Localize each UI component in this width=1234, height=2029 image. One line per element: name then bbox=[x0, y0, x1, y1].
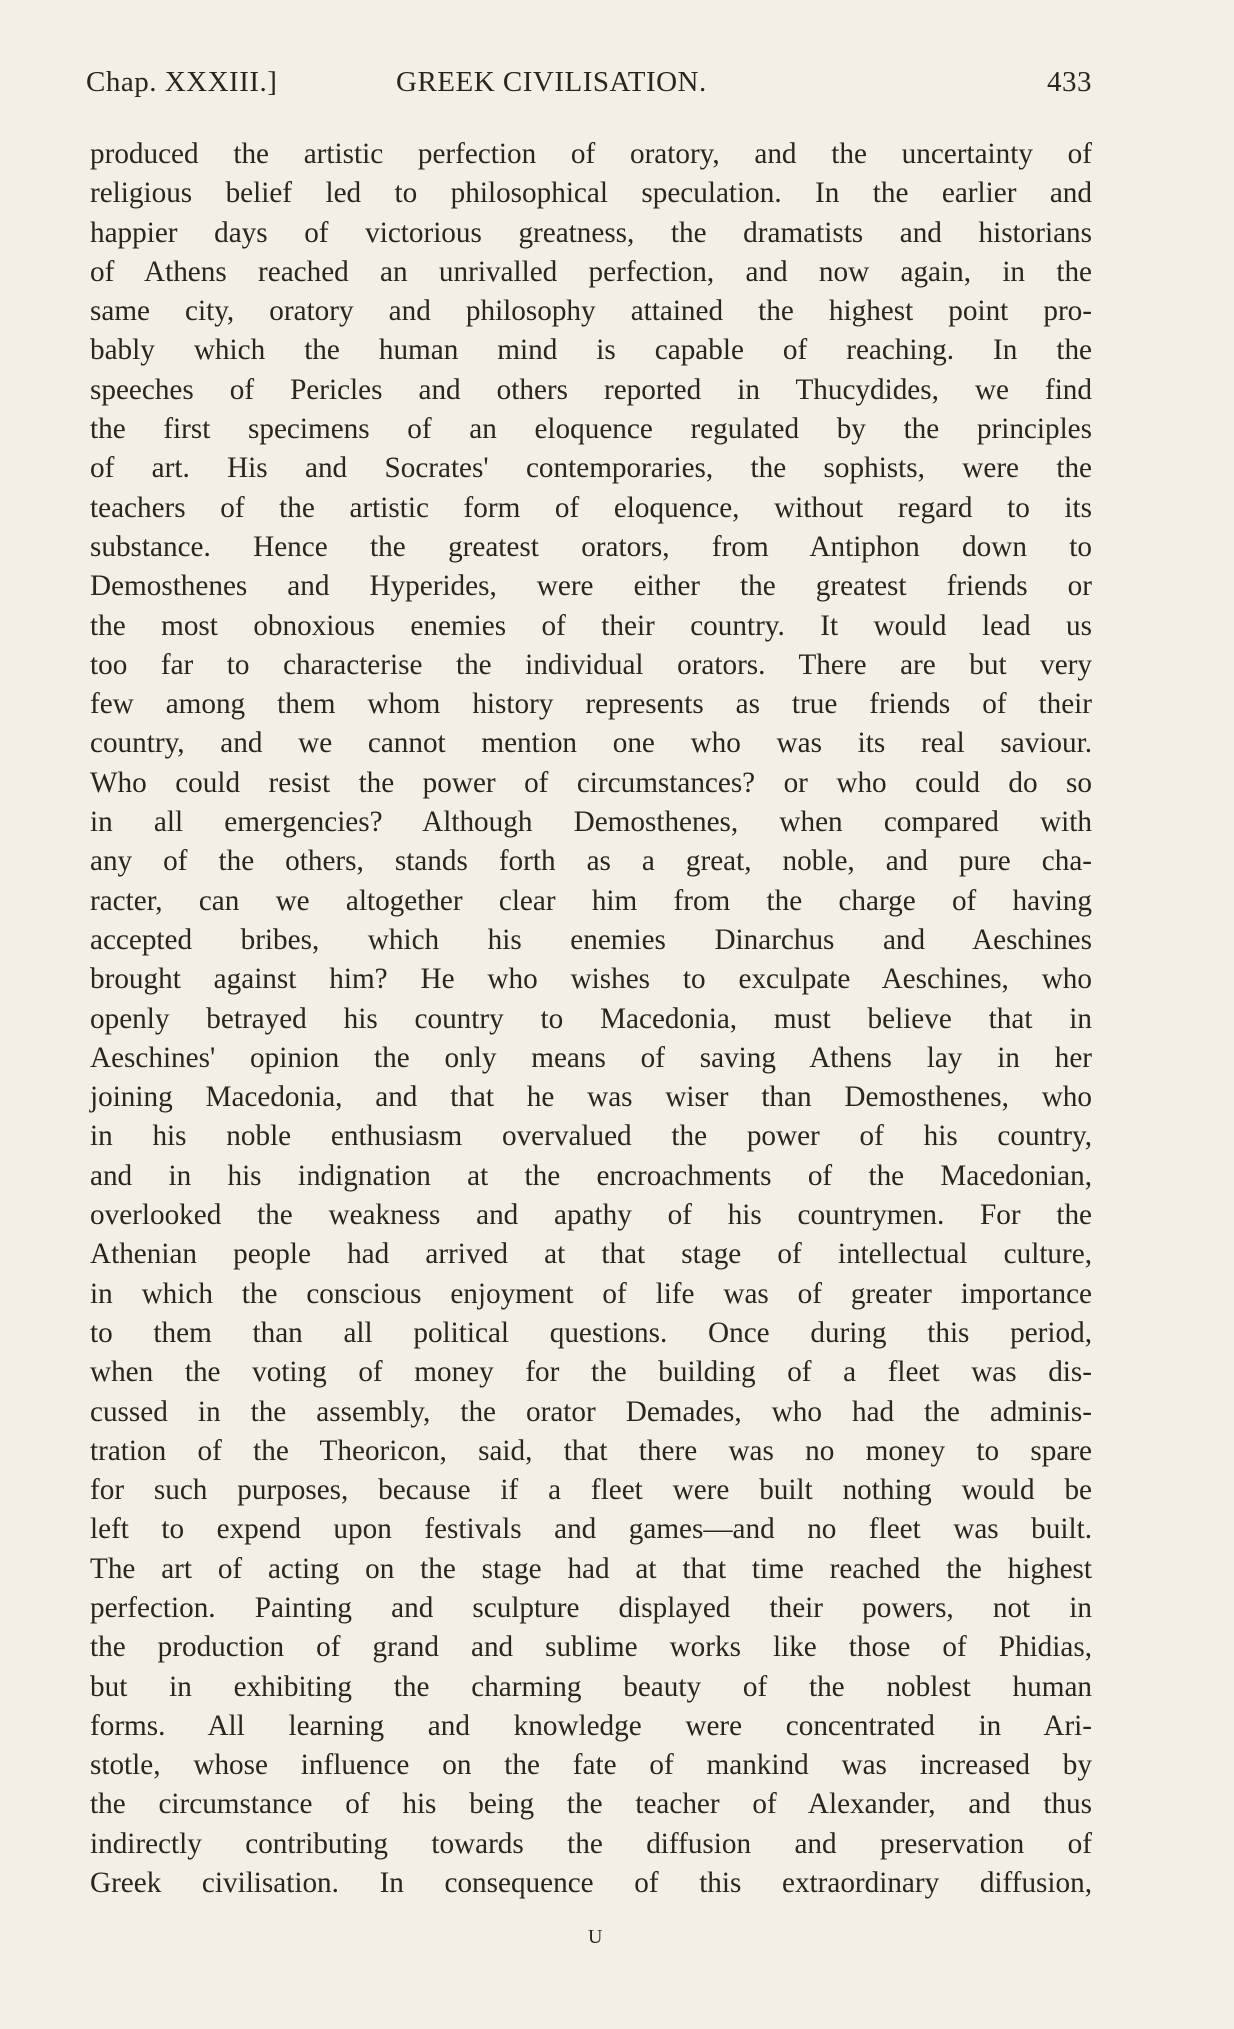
text-line: for such purposes, because if a fleet were built nothing would be bbox=[90, 1474, 1092, 1507]
text-line: forms. All learning and knowledge were concentrated in Ari- bbox=[90, 1709, 1092, 1742]
text-line: any of the others, stands forth as a great, noble, and pure cha- bbox=[90, 845, 1092, 878]
text-line: same city, oratory and philosophy attained the highest point pro- bbox=[90, 295, 1092, 328]
text-line: Athenian people had arrived at that stage of intellectual culture, bbox=[90, 1238, 1092, 1271]
text-line: the most obnoxious enemies of their country. It would lead us bbox=[90, 609, 1092, 642]
text-line: happier days of victorious greatness, the dramatists and historians bbox=[90, 216, 1092, 249]
text-line: brought against him? He who wishes to exculpate Aeschines, who bbox=[90, 963, 1092, 996]
text-line: of Athens reached an unrivalled perfection, and now again, in the bbox=[90, 255, 1092, 288]
text-line: of art. His and Socrates' contemporaries, the sophists, were the bbox=[90, 452, 1092, 485]
text-line: openly betrayed his country to Macedonia, must believe that in bbox=[90, 1002, 1092, 1035]
text-line: accepted bribes, which his enemies Dinarchus and Aeschines bbox=[90, 923, 1092, 956]
text-line: in his noble enthusiasm overvalued the power of his country, bbox=[90, 1120, 1092, 1153]
text-line: stotle, whose influence on the fate of mankind was increased by bbox=[90, 1749, 1092, 1782]
page-title: GREEK CIVILISATION. bbox=[396, 66, 707, 98]
text-line: speeches of Pericles and others reported in Thucydides, we find bbox=[90, 373, 1092, 406]
text-line: teachers of the artistic form of eloquence, without regard to its bbox=[90, 491, 1092, 524]
page-number: 433 bbox=[1047, 66, 1092, 98]
text-line: produced the artistic perfection of oratory, and the uncertainty of bbox=[90, 138, 1092, 170]
text-line: bably which the human mind is capable of reaching. In the bbox=[90, 334, 1092, 367]
text-line: The art of acting on the stage had at that time reached the highest bbox=[90, 1552, 1092, 1585]
text-line: few among them whom history represents as true friends of their bbox=[90, 688, 1092, 721]
text-line: tration of the Theoricon, said, that there was no money to spare bbox=[90, 1434, 1092, 1467]
text-line: indirectly contributing towards the diffusion and preservation of bbox=[90, 1827, 1092, 1860]
text-line: Demosthenes and Hyperides, were either the greatest friends or bbox=[90, 570, 1092, 603]
text-line: and in his indignation at the encroachments of the Macedonian, bbox=[90, 1159, 1092, 1192]
chapter-heading: Chap. XXXIII.] bbox=[86, 66, 278, 98]
text-line: cussed in the assembly, the orator Demades, who had the adminis- bbox=[90, 1395, 1092, 1428]
text-line: substance. Hence the greatest orators, from Antiphon down to bbox=[90, 530, 1092, 563]
signature-mark: U bbox=[588, 1926, 603, 1948]
text-line: overlooked the weakness and apathy of his countrymen. For the bbox=[90, 1199, 1092, 1232]
running-head bbox=[86, 66, 1092, 106]
text-line: to them than all political questions. Once during this period, bbox=[90, 1316, 1092, 1349]
text-line: perfection. Painting and sculpture displayed their powers, not in bbox=[90, 1591, 1092, 1624]
text-line: Greek civilisation. In consequence of this extraordinary diffusion, bbox=[90, 1867, 1092, 1900]
text-line: Aeschines' opinion the only means of saving Athens lay in her bbox=[90, 1041, 1092, 1074]
text-line: the circumstance of his being the teacher of Alexander, and thus bbox=[90, 1788, 1092, 1821]
text-line: the production of grand and sublime works like those of Phidias, bbox=[90, 1631, 1092, 1664]
text-line: in all emergencies? Although Demosthenes, when compared with bbox=[90, 806, 1092, 839]
text-line: too far to characterise the individual orators. There are but very bbox=[90, 648, 1092, 681]
text-line: Who could resist the power of circumstances? or who could do so bbox=[90, 766, 1092, 799]
text-line: left to expend upon festivals and games—and no fleet was built. bbox=[90, 1513, 1092, 1546]
text-line: the first specimens of an eloquence regulated by the principles bbox=[90, 413, 1092, 446]
text-line: joining Macedonia, and that he was wiser than Demosthenes, who bbox=[90, 1081, 1092, 1114]
text-line: but in exhibiting the charming beauty of the noblest human bbox=[90, 1670, 1092, 1703]
text-line: religious belief led to philosophical speculation. In the earlier and bbox=[90, 177, 1092, 210]
text-line: racter, can we altogether clear him from the charge of having bbox=[90, 884, 1092, 917]
text-line: country, and we cannot mention one who was its real saviour. bbox=[90, 727, 1092, 760]
text-line: when the voting of money for the building of a fleet was dis- bbox=[90, 1356, 1092, 1389]
body-text bbox=[90, 135, 1092, 1903]
text-line: in which the conscious enjoyment of life was of greater importance bbox=[90, 1277, 1092, 1310]
